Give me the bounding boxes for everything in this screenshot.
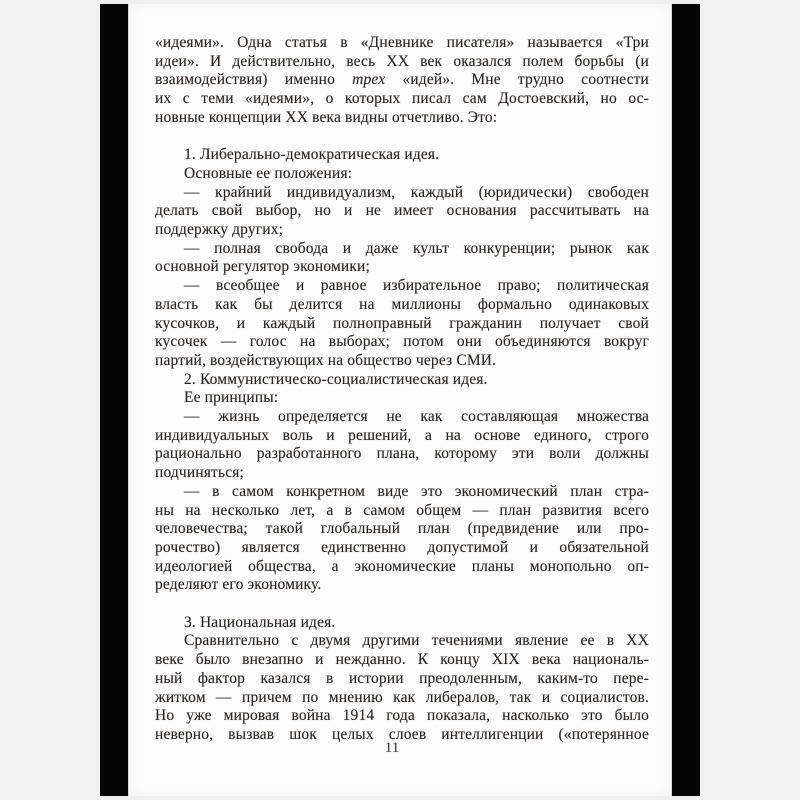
text-line: кусочек — голос на выборах; потом они объединяются вокруг [155,333,649,351]
text-line: Основные ее положения: [184,164,353,182]
section-heading-2: 2. Коммунистическо-социалистическая идея. [184,370,488,388]
text-line: ны на несколько лет, а в самом общем — план развития всего [155,501,649,519]
text-line: человечества; такой глобальный план (предвидение или про- [155,520,649,538]
page-text-column [155,34,649,745]
text-line: рочество) является единственно допустимой и обязательной [155,538,649,556]
scan-black-band-left [100,4,128,796]
text-line: — всеобщее и равное избирательное право; политическая [184,277,649,295]
text-line: — полная свобода и даже культ конкуренции; рынок как [184,239,649,257]
text-line: Ее принципы: [184,389,279,407]
text-line: Но уже мировая война 1914 года показала, насколько это было [155,707,649,725]
paragraph-gap [155,128,649,147]
text-line: житком — причем по мнению как либералов, так и социалистов. [155,688,649,706]
text-line: ный фактор казался в истории преодоленным, каким-то пере- [155,669,649,687]
text-line: — жизнь определяется не как составляющая множества [184,408,649,426]
text-line: поддержку других; [155,221,284,239]
text-line: Сравнительно с двумя другими течениями явление ее в XX [184,632,649,650]
text-line: неверно, вызвав шок целых слоев интеллигенции («потерянное [155,725,649,743]
text-line: веке было внезапно и нежданно. К концу XIX века националь- [155,651,649,669]
text-line: — в самом конкретном виде это экономический план стра- [184,482,649,500]
text-line: власть как бы делится на миллионы формально одинаковых [155,295,649,313]
text-line: идеи». И действительно, весь XX век оказался полем борьбы (и [155,52,649,70]
text-line: рационально разработанного плана, которому эти воли должны [155,445,649,463]
section-heading-1: 1. Либерально-демократическая идея. [184,146,440,164]
italic-word: трех [352,71,386,89]
text-line: «идеями». Одна статья в «Дневнике писателя» называется «Три [155,34,649,51]
text-line: кусочков, и каждый полноправный гражданин получает свой [155,314,649,332]
text-line: идеологией общества, а экономические планы монопольно оп- [155,557,649,575]
text-line: взаимодействия) именно трех «идей». Мне трудно соотнести [155,71,649,89]
section-heading-3: 3. Национальная идея. [184,613,336,631]
text-line: делать свой выбор, но и не имеет основания рассчитывать на [155,202,649,220]
text-line: ределяют его экономику. [155,576,322,594]
text-line: основной регулятор экономики; [155,258,370,276]
book-page-scan [100,4,700,796]
page-number: 11 [384,740,400,756]
text-line: новные концепции XX века видны отчетливо. Это: [155,108,498,126]
text-line: партий, воздействующих на общество через СМИ. [155,351,497,369]
text-line: подчиняться; [155,464,244,482]
text-line: — крайний индивидуализм, каждый (юридически) свободен [184,183,649,201]
text-line: их с теми «идеями», о которых писал сам Достоевский, но ос- [155,90,649,108]
scan-black-band-right [672,4,700,796]
paragraph-gap [155,595,649,614]
text-line: индивидуальных воль и решений, а на основе единого, строго [155,426,649,444]
book-paper [128,4,672,796]
